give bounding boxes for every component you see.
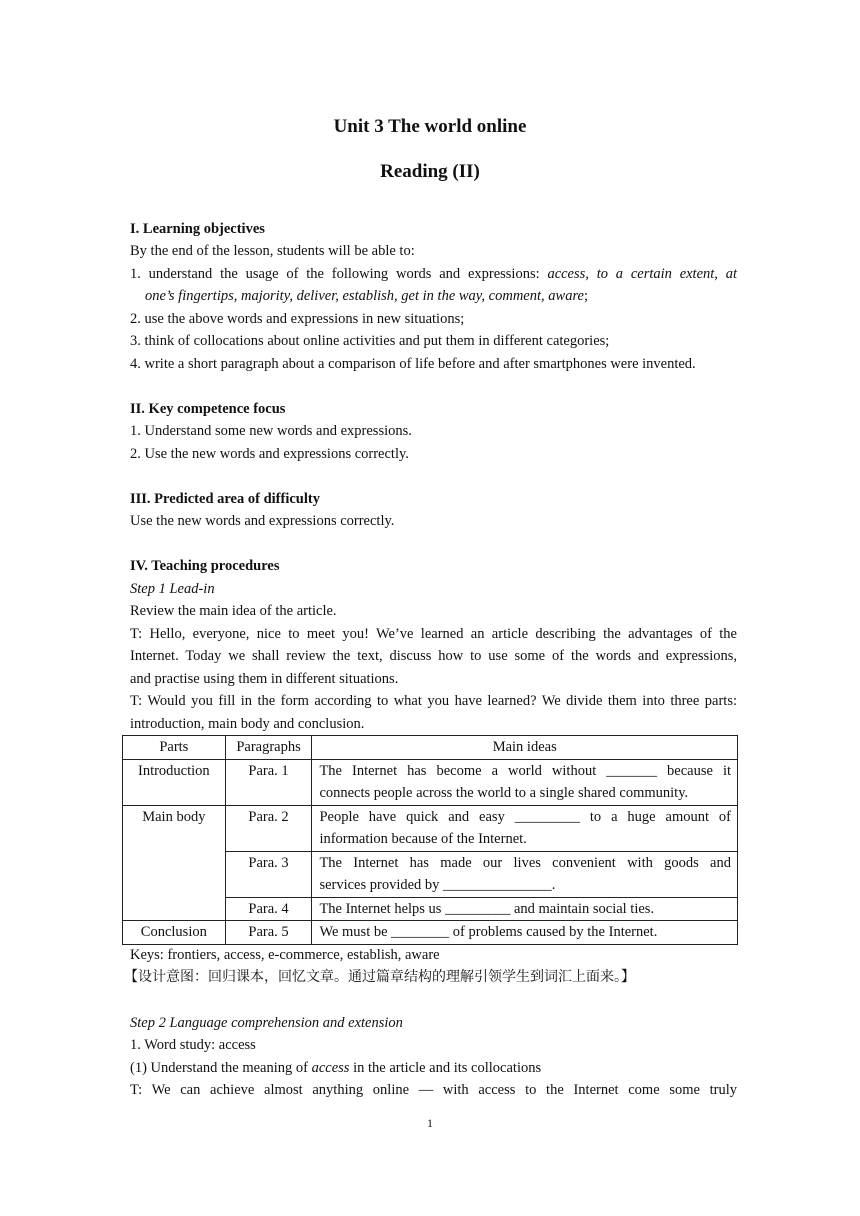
understand-line — [130, 1057, 737, 1080]
row-part: Introduction — [123, 759, 226, 805]
keys-line: Keys: frontiers, access, e-commerce, establish, aware — [130, 947, 440, 963]
review-line: Review the main idea of the article. — [130, 603, 337, 619]
procedures-heading: IV. Teaching procedures — [130, 558, 280, 574]
main-idea-line: connects people across the world to a single shared community. — [319, 785, 689, 801]
main-idea-line: The Internet helps us _________ and maintain social ties. — [319, 900, 655, 917]
objective-item-4: 4. write a short paragraph about a comparison of life before and after smartphones were invented. — [130, 356, 696, 372]
page-number: 1 — [427, 1116, 433, 1130]
row-main-idea — [312, 897, 738, 921]
page-subtitle: Reading (II) — [380, 161, 480, 182]
header-parts: Parts — [123, 736, 226, 760]
competence-item-2: 2. Use the new words and expressions correctly. — [130, 446, 409, 462]
objective-item-3: 3. think of collocations about online activities and put them in different categories; — [130, 333, 610, 349]
row-main-idea — [312, 921, 738, 945]
competence-heading: II. Key competence focus — [130, 401, 286, 417]
row-paragraph: Para. 4 — [225, 897, 312, 921]
page-title: Unit 3 The world online — [333, 116, 527, 137]
teacher-line-2b: introduction, main body and conclusion. — [130, 716, 365, 732]
main-idea-line: We must be ________ of problems caused by the Internet. — [319, 924, 658, 940]
teacher-line-1c: and practise using them in different situations. — [130, 671, 399, 687]
header-paragraphs: Paragraphs — [225, 736, 312, 760]
understand-suffix: in the article and its collocations — [353, 1060, 542, 1076]
objective-item-1-words-a: access, to a certain extent, at — [547, 266, 738, 282]
main-idea-line: The Internet has made our lives convenient with goods and — [319, 854, 731, 871]
design-note: 【设计意图：回归课本，回忆文章。通过篇章结构的理解引领学生到词汇上面来。】 — [124, 969, 635, 985]
row-paragraph: Para. 1 — [225, 759, 312, 805]
table-header-row — [123, 736, 738, 760]
main-idea-line: People have quick and easy _________ to a huge amount of — [319, 808, 731, 825]
teacher-line-3: T: We can achieve almost anything online — with access to the Internet come some truly — [130, 1082, 737, 1098]
difficulty-heading: III. Predicted area of difficulty — [130, 491, 320, 507]
teacher-line-1a: T: Hello, everyone, nice to meet you! We’ve learned an article describing the advantages of the — [130, 626, 737, 642]
understand-prefix: (1) Understand the meaning of — [130, 1060, 308, 1076]
objective-item-1-line-1 — [130, 263, 737, 286]
row-paragraph: Para. 2 — [225, 805, 312, 851]
row-paragraph: Para. 3 — [225, 851, 312, 897]
table-row — [123, 759, 738, 805]
objective-item-2: 2. use the above words and expressions in new situations; — [130, 311, 465, 327]
competence-item-1: 1. Understand some new words and expressions. — [130, 423, 412, 439]
word-study-line: 1. Word study: access — [130, 1037, 256, 1053]
table-row — [123, 805, 738, 851]
understand-word: access — [311, 1060, 350, 1076]
objectives-intro: By the end of the lesson, students will be able to: — [130, 243, 415, 259]
step-2-heading: Step 2 Language comprehension and extension — [130, 1015, 403, 1031]
difficulty-text: Use the new words and expressions correctly. — [130, 513, 395, 529]
teacher-line-2a: T: Would you fill in the form according to what you have learned? We divide them into three parts: — [130, 693, 737, 709]
table-row — [123, 921, 738, 945]
main-ideas-table — [122, 735, 738, 945]
objectives-heading: I. Learning objectives — [130, 221, 265, 237]
teacher-line-1b: Internet. Today we shall review the text, discuss how to use some of the words and expressions, — [130, 648, 737, 664]
main-idea-line: information because of the Internet. — [319, 831, 527, 847]
header-main-ideas: Main ideas — [312, 736, 738, 760]
row-main-idea — [312, 851, 738, 897]
objective-item-1-end: ; — [584, 288, 589, 304]
row-part: Main body — [123, 805, 226, 921]
row-main-idea — [312, 805, 738, 851]
row-main-idea — [312, 759, 738, 805]
step-1-heading: Step 1 Lead-in — [130, 581, 215, 597]
objective-item-1-prefix: 1. understand the usage of the following words and expressions: — [130, 266, 540, 282]
row-paragraph: Para. 5 — [225, 921, 312, 945]
row-part: Conclusion — [123, 921, 226, 945]
main-idea-line: services provided by _______________. — [319, 877, 556, 893]
objective-item-1-line-2 — [145, 285, 737, 308]
objective-item-1-words-b: one’s fingertips, majority, deliver, establish, get in the way, comment, aware — [145, 288, 584, 304]
main-idea-line: The Internet has become a world without _______ because it — [319, 762, 731, 779]
